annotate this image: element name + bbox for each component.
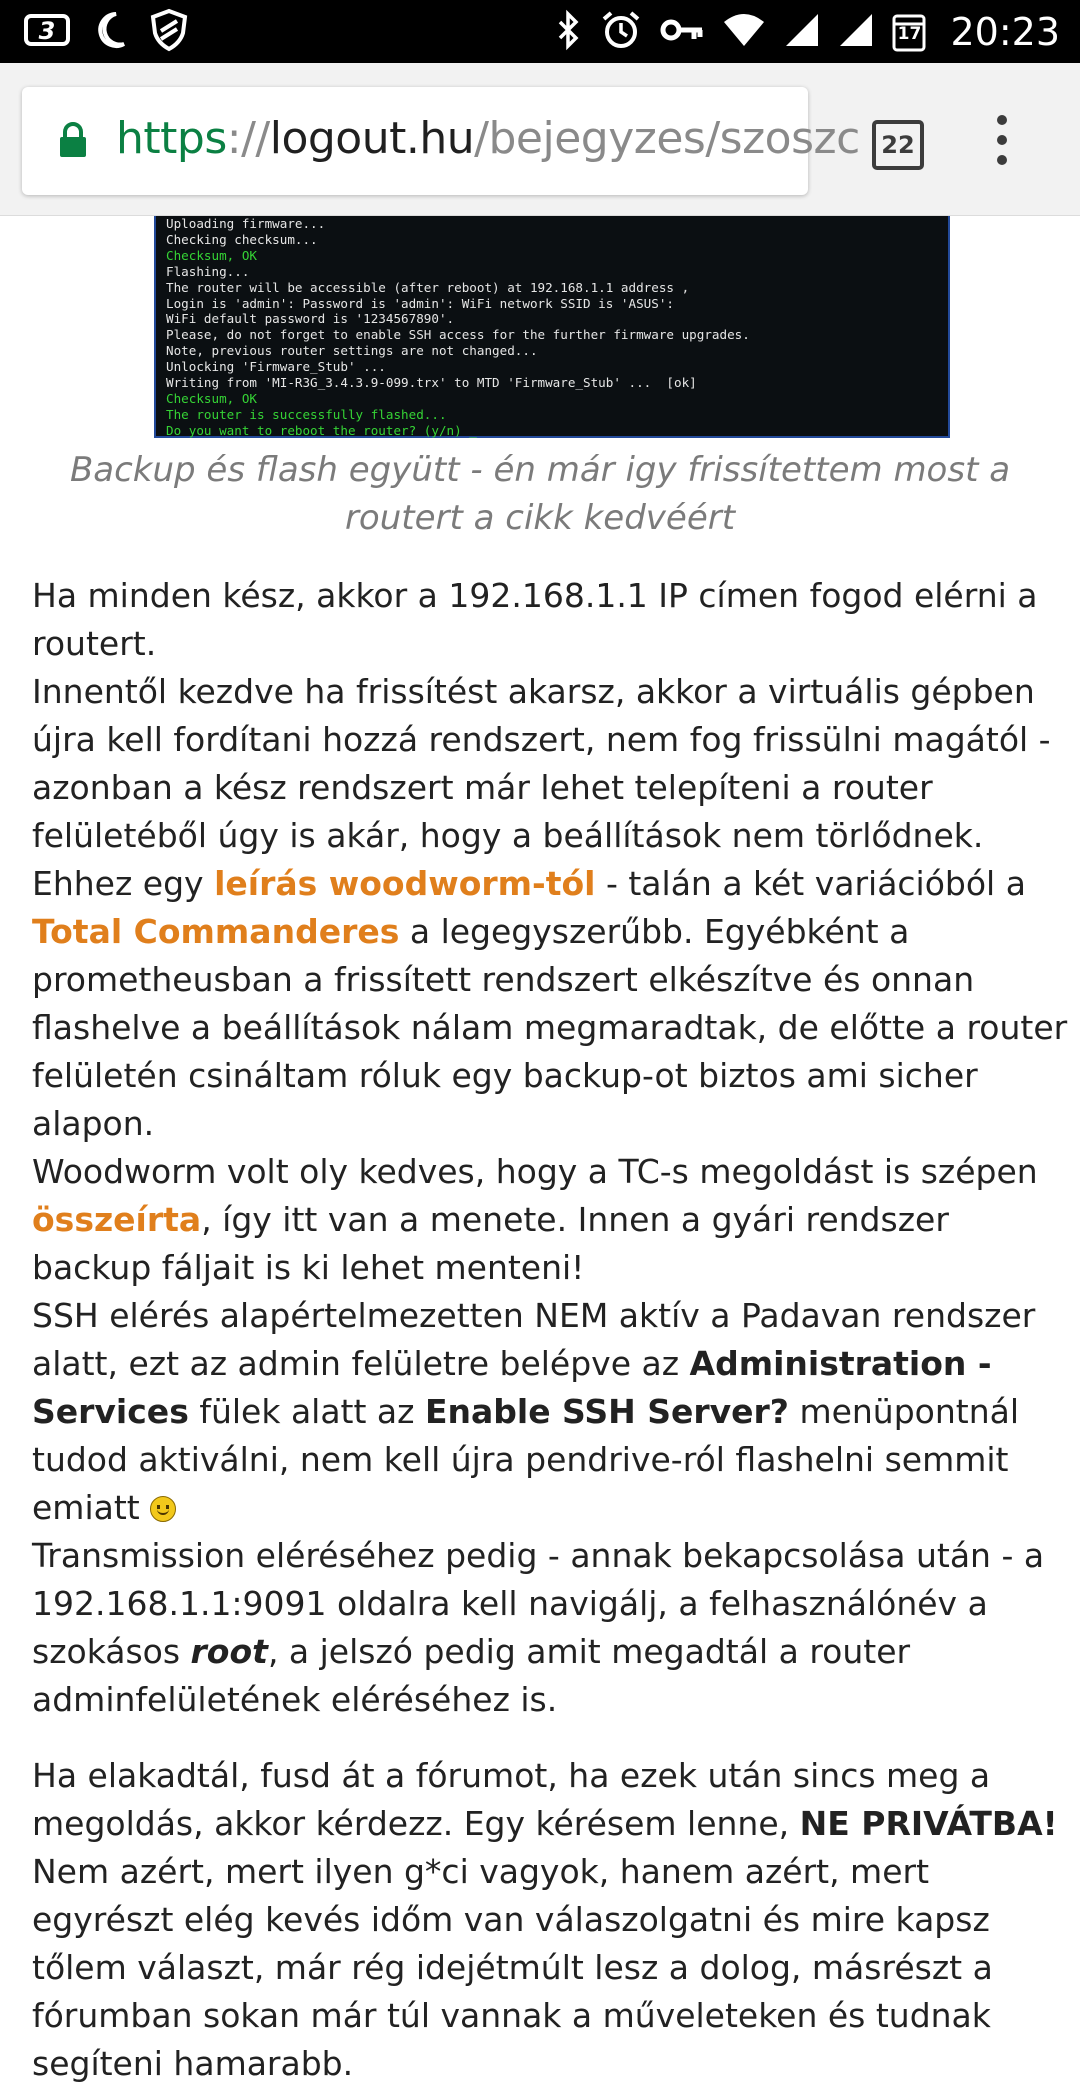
overflow-menu-icon[interactable] [990,115,1014,179]
image-caption: Backup és flash együtt - én már igy frissítettem most a routert a cikk kedvéért [69,450,1011,538]
paragraph: Ha minden kész, akkor a 192.168.1.1 IP címen fogod elérni a routert. [32,576,1038,663]
terminal-line: Flashing... [166,263,250,279]
bold-text: Enable SSH Server? [424,1392,789,1431]
svg-text:3: 3 [38,16,56,45]
terminal-line: Note, previous router settings are not changed... [166,343,538,359]
link-leiras-woodworm[interactable]: leírás woodworm-tól [214,864,596,903]
link-osszeirta[interactable]: összeírta [32,1200,202,1239]
terminal-screenshot-image [154,216,950,438]
moon-icon [92,10,128,55]
browser-toolbar [0,63,1080,216]
lock-icon [58,121,88,164]
terminal-line: Checksum, OK [166,390,257,406]
tab-switcher-button[interactable] [872,120,924,170]
url-host: logout.hu [269,113,475,164]
key-icon [660,15,704,50]
text-span: fülek alatt az [188,1392,425,1431]
text-span: Transmission eléréséhez pedig - annak bekapcsolása után - a 192.168.1.1:9091 oldalra kell navigálj, a felhasználónév a szokásos [32,1536,1045,1671]
paragraph [32,1532,1072,1724]
paragraph [32,1292,1072,1532]
bluetooth-icon [556,10,582,55]
smiley-icon [150,1496,176,1522]
url-text[interactable] [116,111,860,167]
url-path: /bejegyzes/szoszc [474,113,860,164]
bold-text: Administration - Services [32,1344,992,1431]
text-span: menüpontnál tudod aktiválni, nem kell újra pendrive-ról flashelni semmit emiatt [32,1392,1020,1527]
text-span: - talán a két variációból a [595,864,1026,903]
link-total-commanderes[interactable]: Total Commanderes [32,912,400,951]
terminal-line: Do you want to reboot the router? (y/n) _ [166,422,477,438]
text-span: Nem azért, mert ilyen g*ci vagyok, hanem azért, mert egyrészt elég kevés időm van válaszolgatni és mire kapsz tőlem választ, már rég idejétmúlt lesz a dolog, másrészt a fórumban sokan már túl vannak a műveleteken és tudnak segíteni hamarabb. [32,1852,993,2083]
text-span: Innentől kezdve ha frissítést akarsz, akkor a virtuális gépben újra kell fordítani hozzá rendszert, nem fog frissülni magától - azonban a kész rendszert már lehet telepíteni a router felületéből úgy is akár, hogy a beállítások nem törlődnek. Ehhez egy [32,672,1051,903]
article-body [32,572,1072,2088]
three-logo-icon [24,13,70,52]
text-span: Ha elakadtál, fusd át a fórumot, ha ezek után sincs meg a megoldás, akkor kérdezz. Egy kérésem lenne, [32,1756,991,1843]
calendar-day: 17 [897,24,922,44]
terminal-line: Writing from 'MI-R3G_3.4.3.9-099.trx' to MTD 'Firmware_Stub' ... [ok] [166,375,697,391]
paragraph [32,668,1072,1148]
terminal-line: WiFi default password is '1234567890'. [166,311,455,327]
signal-icon [784,12,820,53]
wifi-icon [722,12,766,53]
text-span: Woodworm volt oly kedves, hogy a TC-s megoldást is szépen [32,1152,1038,1191]
terminal-line: Uploading firmware... [166,216,326,231]
terminal-line: The router is successfully flashed... [166,406,447,422]
tab-count: 22 [881,131,915,159]
url-scheme: https [116,113,227,164]
calendar-icon [892,12,926,52]
text-span: , így itt van a menete. Innen a gyári rendszer backup fáljait is ki lehet menteni! [32,1200,949,1287]
terminal-line: The router will be accessible (after reboot) at 192.168.1.1 address , [166,279,690,295]
paragraph [32,1148,1072,1292]
terminal-line: Unlocking 'Firmware_Stub' ... [166,359,386,375]
terminal-line: Login is 'admin': Password is 'admin': WiFi network SSID is 'ASUS': [166,295,674,311]
status-bar [0,0,1080,63]
terminal-line: Checksum, OK [166,247,257,263]
terminal-line: Checking checksum... [166,231,318,247]
clock-time: 20:23 [950,10,1060,54]
bold-italic-text: root [190,1632,268,1671]
signal-icon [838,12,874,53]
shield-icon [150,9,188,56]
text-span: a legegyszerűbb. Egyébként a prometheusban a frissített rendszert elkészítve és onnan flashelve a beállítások nálam megmaradtak, de előtte a router felületén csináltam róluk egy backup-ot biztos ami sicher alapon. [32,912,1068,1143]
text-span: SSH elérés alapértelmezetten NEM aktív a Padavan rendszer alatt, ezt az admin felületre belépve az [32,1296,1036,1383]
url-separator: :// [226,113,270,164]
text-span: , a jelszó pedig amit megadtál a router adminfelületének eléréséhez is. [32,1632,911,1719]
alarm-icon [600,9,642,56]
page-content [0,216,1080,2083]
bold-text: NE PRIVÁTBA! [799,1804,1058,1843]
url-bar[interactable] [22,87,860,195]
terminal-line: Please, do not forget to enable SSH access for the further firmware upgrades. [166,327,750,343]
paragraph [32,1752,1072,2088]
